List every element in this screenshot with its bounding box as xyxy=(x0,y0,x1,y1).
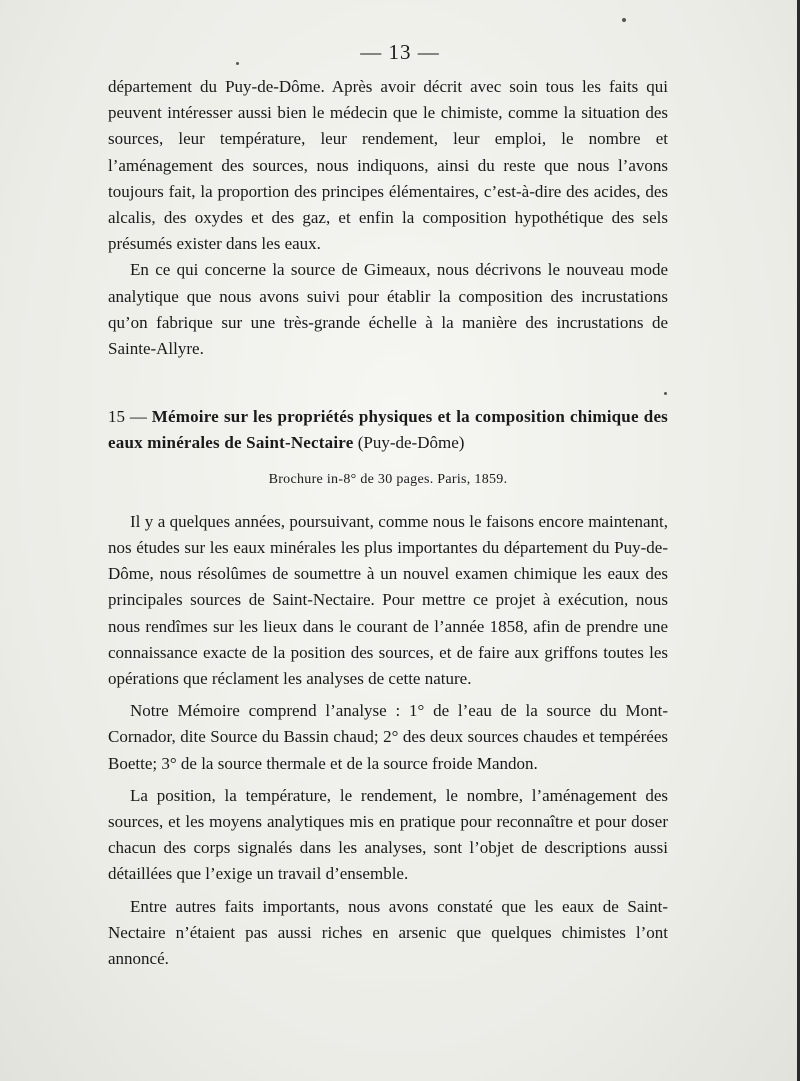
section-number: 15 — xyxy=(108,407,147,427)
gimeaux-paragraph: En ce qui concerne la source de Gimeaux, nous décrivons le nouveau mode analytique que nous avons suivi pour établir la composition des incrustations qu’on fabrique sur une très-grande échelle à la manière des incrustations de Sainte-Allyre. xyxy=(108,260,668,359)
body-paragraph: Entre autres faits importants, nous avons constaté que les eaux de Saint-Nectaire n’étaient pas aussi riches en arsenic que quelques chimistes l’ont annoncé. xyxy=(108,896,668,969)
section-title-suffix: (Puy-de-Dôme) xyxy=(357,433,465,453)
page-number: — 13 — xyxy=(360,40,440,64)
intro-continuation-paragraph: département du Puy-de-Dôme. Après avoir décrit avec soin tous les faits qui peuvent intéresser aussi bien le médecin que le chimiste, comme la situation des sources, leur température, leur rendement, leur emploi, le nombre et l’aménagement des sources, nous indiquons, ainsi du reste que nous l’avons toujours fait, la proportion des principes élémentaires, c’est-à-dire des acides, des alcalis, des oxydes et des gaz, et enfin la composition hypothétique des sels présumés exister dans les eaux. xyxy=(108,77,668,254)
brochure-note: Brochure in-8° de 30 pages. Paris, 1859. xyxy=(268,471,508,487)
page-body xyxy=(108,74,668,972)
body-paragraph: La position, la température, le rendement, le nombre, l’aménagement des sources, et les moyens analytiques mis en pratique pour reconnaître et pour doser chacun des corps signalés dans les analyses, sont l’objet de descriptions aussi détaillées que l’exige un travail d’ensemble. xyxy=(108,785,668,884)
section-heading xyxy=(108,404,668,456)
body-paragraph: Il y a quelques années, poursuivant, comme nous le faisons encore maintenant, nos études sur les eaux minérales les plus importantes du département du Puy-de-Dôme, nous résolûmes de soumettre à un nouvel examen chimique les eaux des principales sources de Saint-Nectaire. Pour mettre ce projet à exécution, nous nous rendîmes sur les lieux dans le courant de l’année 1858, afin de prendre une connaissance exacte de la position des sources, et de faire aux griffons toutes les opérations que réclament les analyses de cette nature. xyxy=(108,511,668,689)
body-paragraph: Notre Mémoire comprend l’analyse : 1° de l’eau de la source du Mont-Cornador, dite Source du Bassin chaud; 2° des deux sources chaudes et tempérées Boette; 3° de la source thermale et de la source froide Mandon. xyxy=(108,701,668,773)
section-title: Mémoire sur les propriétés physiques et la composition chimique des eaux minérales de Saint-Nectaire xyxy=(108,407,668,453)
print-speck xyxy=(622,18,626,22)
